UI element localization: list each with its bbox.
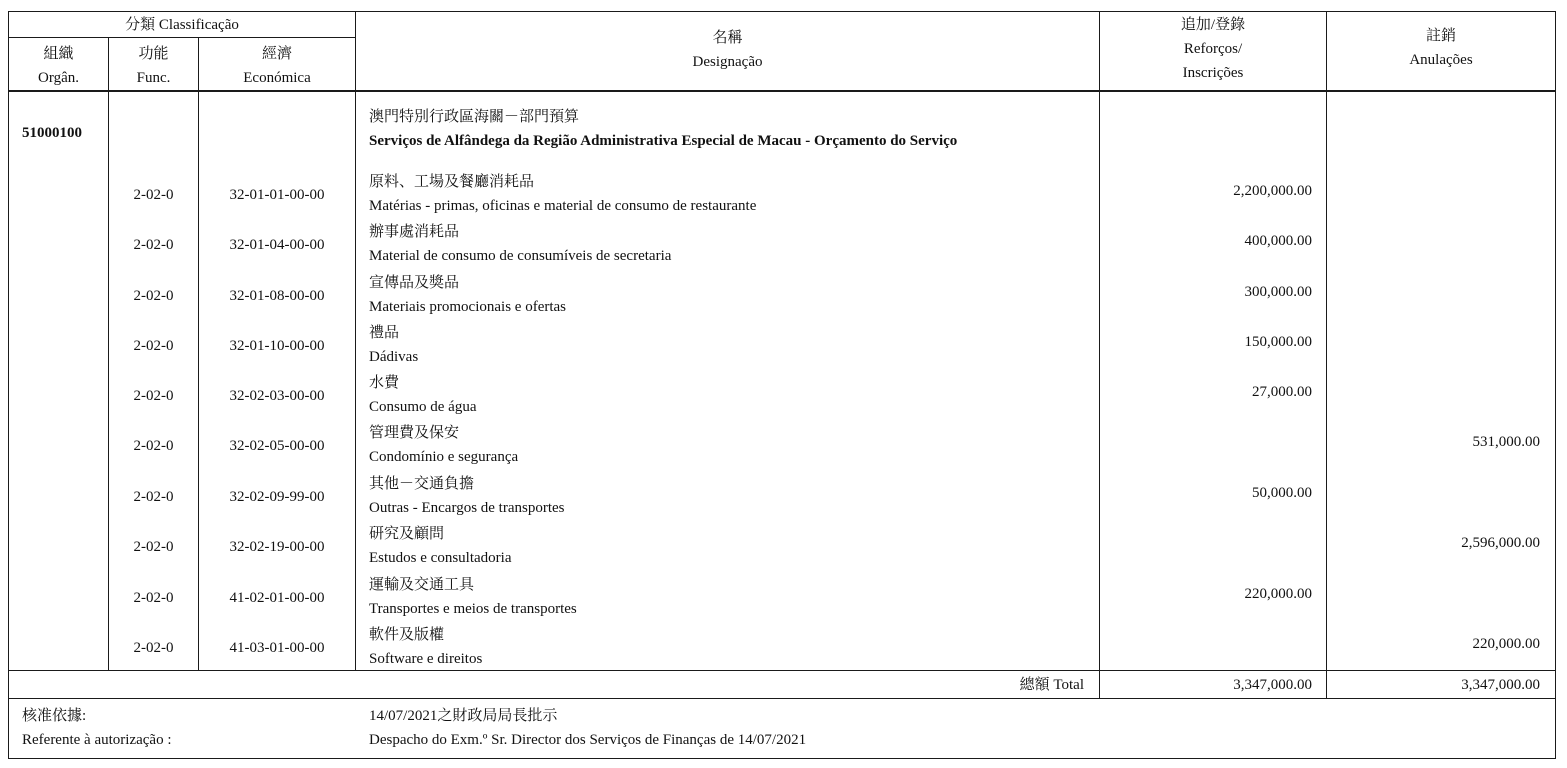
- col-divider-reinforcement: [1326, 11, 1327, 699]
- col-divider-econ: [355, 11, 356, 671]
- border-bottom: [8, 758, 1556, 759]
- header-reinforcement-pt2: Inscrições: [1182, 65, 1244, 81]
- row-designation-pt: Consumo de água: [369, 399, 477, 415]
- total-annulment: 3,347,000.00: [1461, 677, 1540, 693]
- row-func: 2-02-0: [133, 590, 174, 606]
- row-reinforcement: 27,000.00: [1252, 384, 1312, 400]
- service-code: 51000100: [22, 125, 82, 141]
- row-designation-pt: Outras - Encargos de transportes: [369, 500, 565, 516]
- border-body-bottom: [8, 670, 1556, 671]
- header-organ-zh: 組織: [43, 46, 74, 62]
- header-econ-pt: Económica: [243, 70, 311, 86]
- service-name-pt: Serviços de Alfândega da Região Administrativa Especial de Macau - Orçamento do Serviço: [369, 133, 958, 149]
- row-func: 2-02-0: [133, 539, 174, 555]
- row-designation-pt: Transportes e meios de transportes: [369, 601, 577, 617]
- row-designation-pt: Condomínio e segurança: [369, 449, 519, 465]
- authorization-label-zh: 核准依據:: [22, 708, 87, 724]
- row-reinforcement: 50,000.00: [1252, 485, 1312, 501]
- row-func: 2-02-0: [133, 438, 174, 454]
- row-designation-zh: 其他－交通負擔: [369, 476, 475, 492]
- total-reinforcement: 3,347,000.00: [1233, 677, 1312, 693]
- border-left: [8, 11, 9, 759]
- row-func: 2-02-0: [133, 388, 174, 404]
- header-designation-zh: 名稱: [712, 30, 743, 46]
- authorization-label-pt: Referente à autorização :: [22, 732, 172, 748]
- row-econ: 32-02-09-99-00: [229, 489, 325, 505]
- header-designation-pt: Designação: [692, 54, 763, 70]
- header-econ-zh: 經濟: [261, 46, 292, 62]
- row-designation-zh: 原料、工場及餐廳消耗品: [369, 174, 535, 190]
- row-designation-zh: 宣傳品及獎品: [369, 275, 460, 291]
- row-designation-zh: 研究及顧問: [369, 526, 445, 542]
- header-func-pt: Func.: [136, 70, 171, 86]
- row-designation-zh: 禮品: [369, 325, 400, 341]
- header-organ-pt: Orgân.: [38, 70, 79, 86]
- row-designation-zh: 辦事處消耗品: [369, 224, 460, 240]
- row-designation-zh: 運輸及交通工具: [369, 577, 475, 593]
- row-designation-pt: Software e direitos: [369, 651, 483, 667]
- row-econ: 32-02-03-00-00: [229, 388, 325, 404]
- header-annulment-pt: Anulações: [1409, 52, 1473, 68]
- row-reinforcement: 2,200,000.00: [1233, 183, 1312, 199]
- row-func: 2-02-0: [133, 187, 174, 203]
- border-right: [1555, 11, 1556, 759]
- row-econ: 32-01-04-00-00: [229, 237, 325, 253]
- row-func: 2-02-0: [133, 489, 174, 505]
- row-designation-pt: Material de consumo de consumíveis de secretaria: [369, 248, 672, 264]
- row-func: 2-02-0: [133, 237, 174, 253]
- row-econ: 32-01-08-00-00: [229, 288, 325, 304]
- row-designation-pt: Estudos e consultadoria: [369, 550, 512, 566]
- row-reinforcement: 150,000.00: [1244, 334, 1312, 350]
- row-econ: 32-01-10-00-00: [229, 338, 325, 354]
- row-econ: 32-01-01-00-00: [229, 187, 325, 203]
- row-reinforcement: 400,000.00: [1244, 233, 1312, 249]
- row-designation-pt: Dádivas: [369, 349, 419, 365]
- authorization-text-pt: Despacho do Exm.º Sr. Director dos Serviços de Finanças de 14/07/2021: [369, 732, 807, 748]
- authorization-text-zh: 14/07/2021之財政局局長批示: [369, 708, 558, 724]
- row-annulment: 531,000.00: [1472, 434, 1540, 450]
- header-reinforcement-zh: 追加/登錄: [1180, 17, 1246, 33]
- border-classification-sub: [8, 37, 355, 38]
- row-annulment: 2,596,000.00: [1461, 535, 1540, 551]
- row-designation-pt: Materiais promocionais e ofertas: [369, 299, 567, 315]
- header-reinforcement-pt1: Reforços/: [1183, 41, 1243, 57]
- header-func-zh: 功能: [138, 46, 169, 62]
- row-reinforcement: 220,000.00: [1244, 586, 1312, 602]
- row-econ: 41-02-01-00-00: [229, 590, 325, 606]
- border-total-bottom: [8, 698, 1556, 699]
- header-annulment-zh: 註銷: [1425, 28, 1456, 44]
- row-econ: 41-03-01-00-00: [229, 640, 325, 656]
- row-reinforcement: 300,000.00: [1244, 284, 1312, 300]
- row-designation-zh: 水費: [369, 375, 400, 391]
- border-header-bottom: [8, 90, 1556, 92]
- row-designation-pt: Matérias - primas, oficinas e material de consumo de restaurante: [369, 198, 757, 214]
- row-econ: 32-02-05-00-00: [229, 438, 325, 454]
- row-designation-zh: 軟件及版權: [369, 627, 445, 643]
- row-designation-zh: 管理費及保安: [369, 425, 460, 441]
- header-classification: 分類 Classificação: [125, 17, 239, 33]
- row-func: 2-02-0: [133, 640, 174, 656]
- service-name-zh: 澳門特別行政區海關－部門預算: [369, 109, 580, 125]
- row-econ: 32-02-19-00-00: [229, 539, 325, 555]
- row-func: 2-02-0: [133, 338, 174, 354]
- total-label: 總額 Total: [1019, 677, 1084, 693]
- row-annulment: 220,000.00: [1472, 636, 1540, 652]
- border-top: [8, 11, 1556, 12]
- row-func: 2-02-0: [133, 288, 174, 304]
